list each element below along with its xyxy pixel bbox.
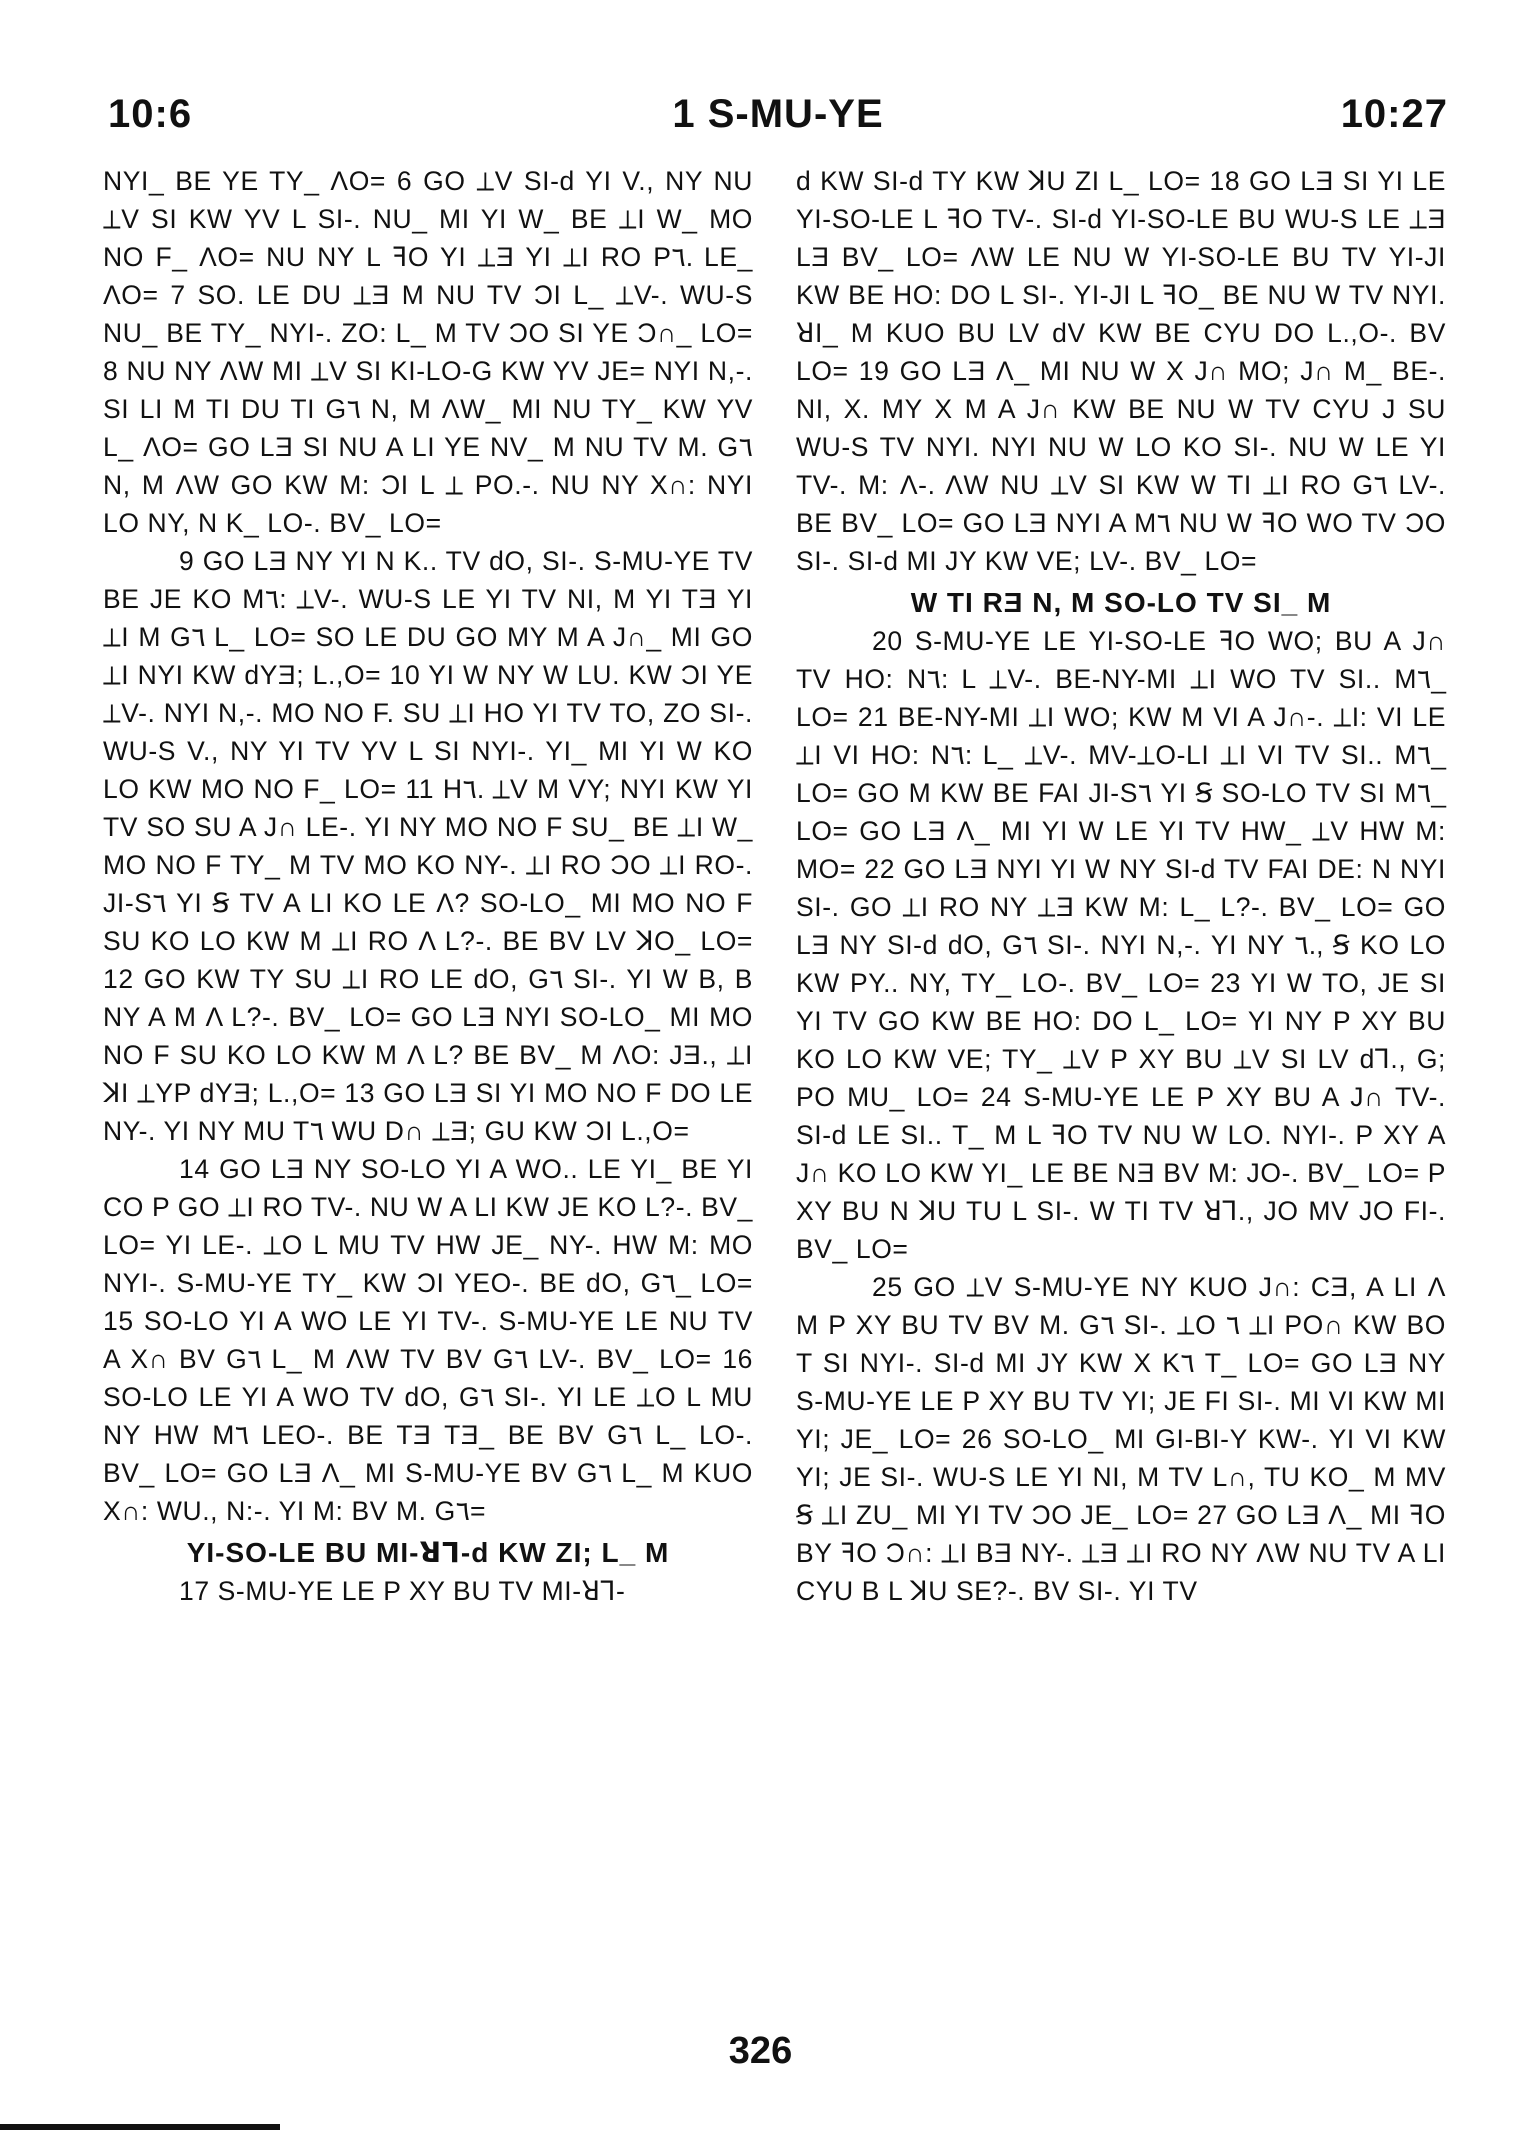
header-verse-start: 10:6	[108, 92, 193, 136]
paragraph: NYI_ BE YE TY_ ΛO= 6 GO ⟂V SI-d YI V., NY NU ⟂V SI KW YV L SI-. NU_ MI YI W_ BE ⟂I W_ MO NO F_ ΛO= NU NY L ꟻO YI ⟂Ǝ YI ⟂I RO P٦. LE_ ΛO= 7 SO. LE DU ⟂Ǝ M NU TV ƆI L_ ⟂V-. WU-S NU_ BE TY_ NYI-. ZO: L_ M TV ƆO SI YE Ɔ∩_ LO= 8 NU NY ΛW MI ⟂V SI KI-LO-G KW YV JE= NYI N,-. SI LI M TI DU TI G٦ N, M ΛW_ MI NU TY_ KW YV L_ ΛO= GO LƎ SI NU A LI YE NV_ M NU TV M. G٦ N, M ΛW GO KW M: ƆI L ⟂ PO.-. NU NY X∩: NYI LO NY, N K_ LO-. BV_ LO=	[103, 166, 753, 538]
page-number: 326	[728, 2030, 793, 2072]
paragraph: d KW SI-d TY KW ꓘU ZI L_ LO= 18 GO LƎ SI YI LE YI-SO-LE L ꟻO TV-. SI-d YI-SO-LE BU WU-S LE ⟂Ǝ LƎ BV_ LO= ΛW LE NU W YI-SO-LE BU TV YI-JI KW BE HO: DO L SI-. YI-JI L ꟻO_ BE NU W TV NYI. ꓤI_ M KUO BU LV dV KW BE CYU DO L.,O-. BV LO= 19 GO LƎ Λ_ MI NU W X J∩ MO; J∩ M_ BE-. NI, X. MY X M A J∩ KW BE NU W TV CYU J SU WU-S TV NYI. NYI NU W LO KO SI-. NU W LE YI TV-. M: Λ-. ΛW NU ⟂V SI KW W TI ⟂I RO G٦ LV-. BE BV_ LO= GO LƎ NYI A M٦ NU W ꟻO WO TV ƆO SI-. SI-d MI JY KW VE; LV-. BV_ LO=	[796, 166, 1447, 576]
paragraph: 25 GO ⟂V S-MU-YE NY KUO J∩: CƎ, A LI Λ M P XY BU TV BV M. G٦ SI-. ⟂O ٦ ⟂I PO∩ KW BO T SI NYI-. SI-d MI JY KW X K٦ T_ LO= GO LƎ NY S-MU-YE LE P XY BU TV YI; JE FI SI-. MI VI KW MI YI; JE_ LO= 26 SO-LO_ MI GI-BI-Y KW-. YI VI KW YI; JE SI-. WU-S LE YI NI, M TV L∩, TU KO_ M MV Ꞩ ⟂I ZU_ MI YI TV ƆO JE_ LO= 27 GO LƎ Λ_ MI ꟻO BY ꟻO Ɔ∩: ⟂I BƎ NY-. ⟂Ǝ ⟂I RO NY ΛW NU TV A LI CYU B L ꓘU SE?-. BV SI-. YI TV	[796, 1272, 1446, 1606]
left-column	[103, 162, 753, 1610]
header-verse-end: 10:27	[1340, 92, 1448, 136]
running-head	[108, 92, 1448, 142]
header-book-title: 1 S-MU-YE	[672, 92, 884, 136]
paragraph: 17 S-MU-YE LE P XY BU TV MI-ꓤꞀ-	[179, 1576, 626, 1606]
paragraph: 20 S-MU-YE LE YI-SO-LE ꟻO WO; BU A J∩ TV HO: N٦: L ⟂V-. BE-NY-MI ⟂I WO TV SI.. M٦_ LO= 21 BE-NY-MI ⟂I WO; KW M VI A J∩-. ⟂I: VI LE ⟂I VI HO: N٦: L_ ⟂V-. MV-⟂O-LI ⟂I VI TV SI.. M٦_ LO= GO M KW BE FAI JI-S٦ YI Ꞩ SO-LO TV SI M٦_ LO= GO LƎ Λ_ MI YI W LE YI TV HW_ ⟂V HW M: MO= 22 GO LƎ NYI YI W NY SI-d TV FAI DE: N NYI SI-. GO ⟂I RO NY ⟂Ǝ KW M: L_ L?-. BV_ LO= GO LƎ NY SI-d dO, G٦ SI-. NYI N,-. YI NY ٦., Ꞩ KO LO KW PY.. NY, TY_ LO-. BV_ LO= 23 YI W TO, JE SI YI TV GO KW BE HO: DO L_ LO= YI NY P XY BU KO LO KW VE; TY_ ⟂V P XY BU ⟂V SI LV dꞀ., G; PO MU_ LO= 24 S-MU-YE LE P XY BU A J∩ TV-. SI-d LE SI.. T_ M L ꟻO TV NU W LO. NYI-. P XY A J∩ KO LO KW YI_ LE BE NƎ BV M: JO-. BV_ LO= P XY BU N ꓘU TU L SI-. W TI TV ꓤꞀ., JO MV JO FI-. BV_ LO=	[796, 626, 1446, 1264]
paragraph: 9 GO LƎ NY YI N K.. TV dO, SI-. S-MU-YE TV BE JE KO M٦: ⟂V-. WU-S LE YI TV NI, M YI TƎ YI ⟂I M G٦ L_ LO= SO LE DU GO MY M A J∩_ MI GO ⟂I NYI KW dYƎ; L.,O= 10 YI W NY W LU. KW ƆI YE ⟂V-. NYI N,-. MO NO F. SU ⟂I HO YI TV TO, ZO SI-. WU-S V., NY YI TV YV L SI NYI-. YI_ MI YI W KO LO KW MO NO F_ LO= 11 H٦. ⟂V M VY; NYI KW YI TV SO SU A J∩ LE-. YI NY MO NO F SU_ BE ⟂I W_ MO NO F TY_ M TV MO KO NY-. ⟂I RO ƆO ⟂I RO-. JI-S٦ YI Ꞩ TV A LI KO LE Λ? SO-LO_ MI MO NO F SU KO LO KW M ⟂I RO Λ L?-. BE BV LV ꓘO_ LO= 12 GO KW TY SU ⟂I RO LE dO, G٦ SI-. YI W B, B NY A M Λ L?-. BV_ LO= GO LƎ NYI SO-LO_ MI MO NO F SU KO LO KW M Λ L? BE BV_ M ΛO: JƎ., ⟂I ꓘI ⟂YP dYƎ; L.,O= 13 GO LƎ SI YI MO NO F DO LE NY-. YI NY MU T٦ WU D∩ ⟂Ǝ; GU KW ƆI L.,O=	[103, 546, 754, 1146]
section-heading: W TI RƎ N, M SO-LO TV SI_ M	[910, 587, 1332, 618]
right-column	[796, 162, 1446, 1610]
section-heading: YI-SO-LE BU MI-ꓤꞀ-d KW ZI; L_ M	[186, 1537, 670, 1568]
paragraph: 14 GO LƎ NY SO-LO YI A WO.. LE YI_ BE YI CO P GO ⟂I RO TV-. NU W A LI KW JE KO L?-. BV_ LO= YI LE-. ⟂O L MU TV HW JE_ NY-. HW M: MO NYI-. S-MU-YE TY_ KW ƆI YEO-. BE dO, G٦_ LO= 15 SO-LO YI A WO LE YI TV-. S-MU-YE LE NU TV A X∩ BV G٦ L_ M ΛW TV BV G٦ LV-. BV_ LO= 16 SO-LO LE YI A WO TV dO, G٦ SI-. YI LE ⟂O L MU NY HW M٦ LEO-. BE TƎ TƎ_ BE BV G٦ L_ LO-. BV_ LO= GO LƎ Λ_ MI S-MU-YE BV G٦ L_ M KUO X∩: WU., N:-. YI M: BV M. G٦=	[103, 1154, 753, 1526]
scan-edge-rule	[0, 2124, 280, 2130]
